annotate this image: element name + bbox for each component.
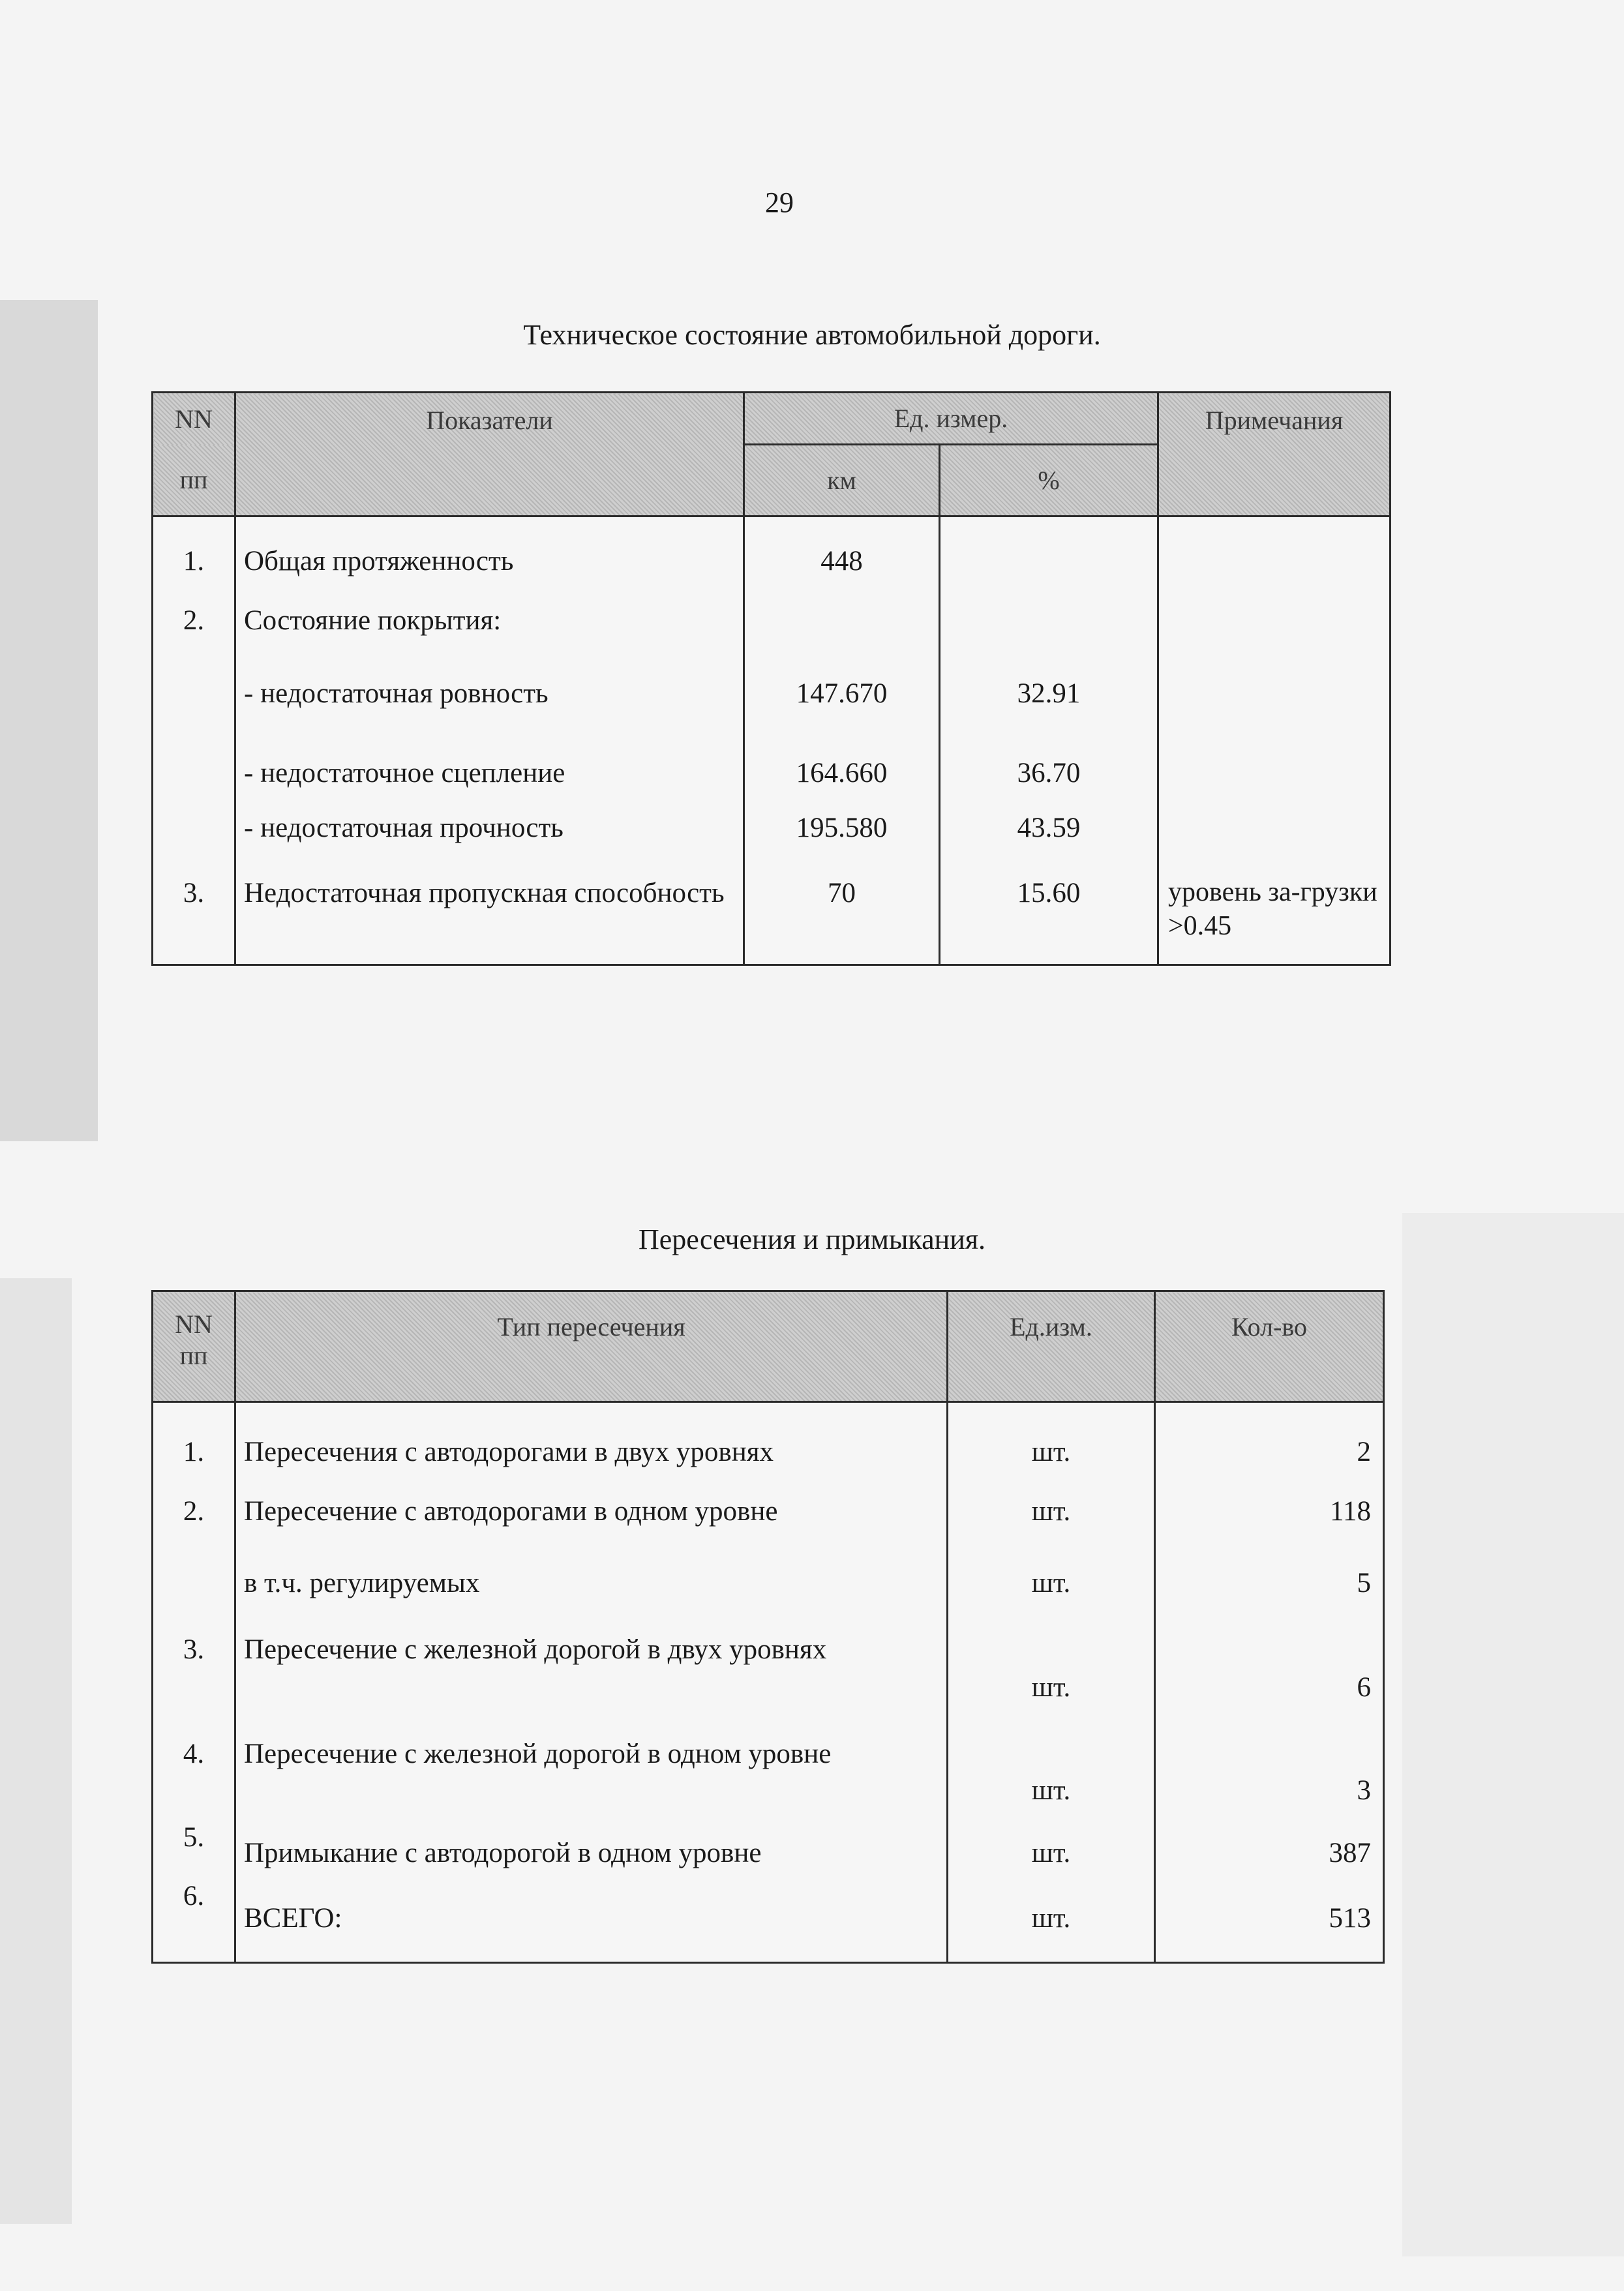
row-percent: 36.70 <box>1017 757 1081 788</box>
row-km: 164.660 <box>796 757 888 788</box>
row-number: 2. <box>183 605 205 636</box>
row-km: 147.670 <box>796 678 888 709</box>
table2-caption: Пересечения и примыкания. <box>638 1223 986 1255</box>
header-unit: Ед. измер. <box>744 393 1158 445</box>
row-number: 1. <box>183 546 205 576</box>
header-nn <box>153 1291 235 1402</box>
row-note: уровень за-грузки >0.45 <box>1168 876 1377 941</box>
row-number: 1. <box>183 1437 205 1467</box>
row-unit: шт. <box>1031 1837 1071 1868</box>
table-row <box>153 867 1391 965</box>
row-label: Пересечения с автодорогами в двух уровнях <box>244 1437 774 1467</box>
header-nn-bottom: пп <box>153 445 235 517</box>
row-km: 195.580 <box>796 812 888 843</box>
header-nn-bottom: пп <box>179 1341 208 1370</box>
row-unit: шт. <box>1031 1774 1071 1806</box>
row-count: 3 <box>1357 1774 1371 1806</box>
row-label: Состояние покрытия: <box>244 605 502 636</box>
row-label: Общая протяженность <box>244 546 514 576</box>
row-label: Пересечение с железной дорогой в двух уровнях <box>244 1634 827 1665</box>
table-row <box>153 1402 1384 1474</box>
intersections-table <box>151 1290 1385 1964</box>
row-label: Пересечение с автодорогами в одном уровне <box>244 1495 778 1527</box>
row-number: 5. <box>183 1821 205 1853</box>
row-number: 3. <box>183 1634 205 1665</box>
row-number: 2. <box>183 1495 205 1527</box>
header-nn-top: NN <box>175 1310 213 1339</box>
header-notes: Примечания <box>1158 393 1391 517</box>
technical-condition-table <box>151 391 1391 966</box>
table-row <box>153 1474 1384 1547</box>
row-percent: 32.91 <box>1017 678 1081 709</box>
table-row <box>153 588 1391 661</box>
row-label: Примыкание с автодорогой в одном уровне <box>244 1837 762 1868</box>
row-unit: шт. <box>1031 1671 1071 1703</box>
page-number: 29 <box>765 187 794 218</box>
row-label: в т.ч. регулируемых <box>244 1567 480 1598</box>
table-row <box>153 517 1391 588</box>
row-label: Недостаточная пропускная способность <box>244 877 725 908</box>
table-row <box>153 802 1391 867</box>
header-km: км <box>744 445 940 517</box>
scan-shadow-right <box>1402 1213 1624 2256</box>
row-unit: шт. <box>1031 1437 1071 1467</box>
table-row <box>153 1716 1384 1819</box>
row-unit: шт. <box>1031 1495 1071 1527</box>
row-label: - недостаточное сцепление <box>244 757 565 788</box>
row-count: 513 <box>1329 1902 1371 1934</box>
row-count: 387 <box>1329 1837 1371 1868</box>
table-row <box>153 734 1391 802</box>
table-row <box>153 1547 1384 1612</box>
table-row <box>153 661 1391 734</box>
row-label: - недостаточная ровность <box>244 678 549 709</box>
row-count: 2 <box>1357 1437 1371 1467</box>
table-row <box>153 1612 1384 1716</box>
row-number: 4. <box>183 1738 205 1769</box>
header-nn <box>153 393 235 445</box>
row-label: - недостаточная прочность <box>244 812 564 843</box>
scan-shadow-upper <box>0 300 98 1141</box>
row-unit: шт. <box>1031 1567 1071 1598</box>
row-count: 6 <box>1357 1671 1371 1703</box>
row-number: 6. <box>183 1880 205 1911</box>
header-percent: % <box>940 445 1158 517</box>
row-km: 448 <box>820 546 863 576</box>
scan-shadow-lower <box>0 1278 72 2224</box>
table-row <box>153 1872 1384 1963</box>
row-unit: шт. <box>1031 1902 1071 1934</box>
row-count: 5 <box>1357 1567 1371 1598</box>
row-label: Пересечение с железной дорогой в одном уровне <box>244 1738 832 1769</box>
header-unit: Ед.изм. <box>948 1291 1155 1402</box>
header-nn-top: NN <box>175 404 213 434</box>
row-km: 70 <box>828 877 856 908</box>
row-percent: 15.60 <box>1017 877 1081 908</box>
table1-caption: Техническое состояние автомобильной дороги. <box>523 319 1101 351</box>
row-number: 3. <box>183 877 205 908</box>
header-count: Кол-во <box>1155 1291 1384 1402</box>
row-percent: 43.59 <box>1017 812 1081 843</box>
header-indicators: Показатели <box>235 393 744 517</box>
row-label: ВСЕГО: <box>244 1902 342 1934</box>
header-type: Тип пересечения <box>235 1291 948 1402</box>
row-count: 118 <box>1330 1495 1371 1527</box>
table-row <box>153 1819 1384 1872</box>
